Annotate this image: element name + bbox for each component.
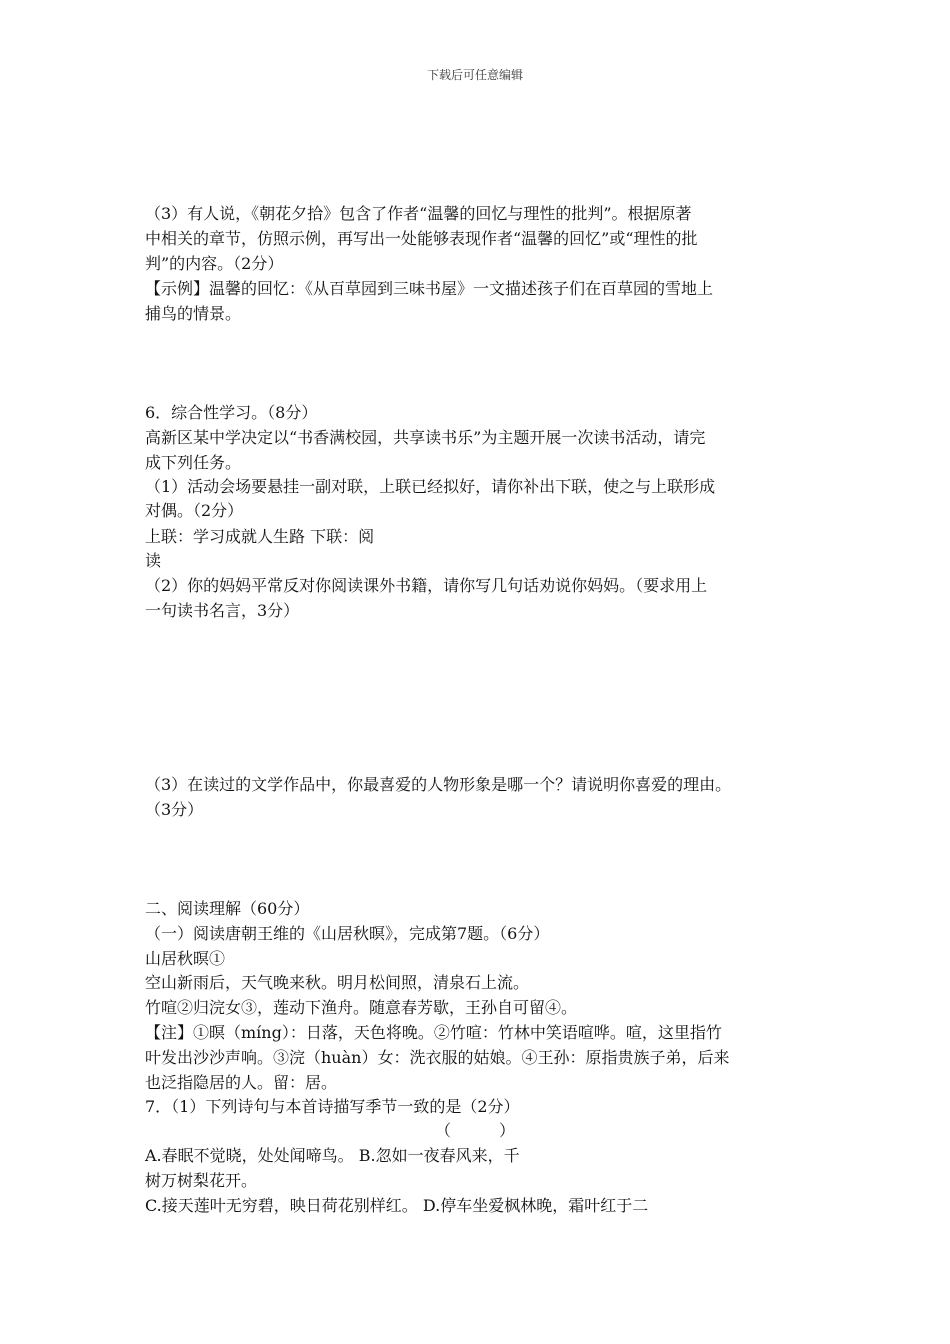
answer-bracket: （ ） — [435, 1121, 516, 1140]
notes-line-1: 【注】①暝（míng）：日落，天色将晚。②竹喧：竹林中笑语喧哗。喧，这里指竹 — [145, 1023, 722, 1042]
question-6-3-line-1: （3）在读过的文学作品中，你最喜爱的人物形象是哪一个？请说明你喜爱的理由。 — [145, 775, 732, 794]
notes-line-3: 也泛指隐居的人。留：居。 — [145, 1073, 338, 1092]
question-5-3-line-3: 判”的内容。（2分） — [145, 254, 284, 273]
section-6-heading: 6．综合性学习。（8分） — [145, 403, 318, 422]
options-c-d: C.接天莲叶无穷碧，映日荷花别样红。 D.停车坐爱枫林晚，霜叶红于二 — [145, 1196, 649, 1215]
section-6-intro-line-1: 高新区某中学决定以“书香满校园，共享读书乐”为主题开展一次读书活动，请完 — [145, 428, 706, 447]
poem-instruction: （一）阅读唐朝王维的《山居秋暝》，完成第7题。（6分） — [145, 924, 550, 943]
question-5-3-line-1: （3）有人说，《朝花夕拾》包含了作者“温馨的回忆与理性的批判”。根据原著 — [145, 204, 692, 223]
question-6-1-line-1: （1）活动会场要悬挂一副对联，上联已经拟好，请你补出下联，使之与上联形成 — [145, 477, 716, 496]
poem-line-2: 竹喧②归浣女③，莲动下渔舟。随意春芳歇，王孙自可留④。 — [145, 998, 578, 1017]
poem-line-1: 空山新雨后，天气晚来秋。明月松间照，清泉石上流。 — [145, 973, 530, 992]
option-b-continued: 树万树梨花开。 — [145, 1171, 258, 1190]
question-6-2-line-1: （2）你的妈妈平常反对你阅读课外书籍，请你写几句话劝说你妈妈。（要求用上 — [145, 576, 708, 595]
section-6-intro-line-2: 成下列任务。 — [145, 453, 242, 472]
options-a-b: A.春眠不觉晓，处处闻啼鸟。 B.忽如一夜春风来，千 — [145, 1146, 520, 1165]
question-6-1-line-2: 对偶。（2分） — [145, 501, 244, 520]
couplet-line-continued: 读 — [145, 551, 162, 570]
question-6-3-line-2: （3分） — [145, 800, 204, 819]
example-line-2: 捕鸟的情景。 — [145, 304, 242, 323]
question-6-2-line-2: 一句读书名言，3分） — [145, 601, 300, 620]
couplet-line: 上联：学习成就人生路 下联：阅 — [145, 527, 375, 546]
page-header-note: 下载后可任意编辑 — [426, 68, 523, 82]
question-7-stem: 7．（1）下列诗句与本首诗描写季节一致的是（2分） — [145, 1097, 520, 1116]
poem-title: 山居秋暝① — [145, 949, 226, 968]
part-2-heading: 二、阅读理解（60分） — [145, 899, 310, 918]
notes-line-2: 叶发出沙沙声响。③浣（huàn）女：洗衣服的姑娘。④王孙：原指贵族子弟，后来 — [145, 1048, 730, 1067]
example-line-1: 【示例】温馨的回忆：《从百草园到三味书屋》一文描述孩子们在百草园的雪地上 — [145, 279, 714, 298]
question-5-3-line-2: 中相关的章节，仿照示例，再写出一处能够表现作者“温馨的回忆”或“理性的批 — [145, 229, 698, 248]
